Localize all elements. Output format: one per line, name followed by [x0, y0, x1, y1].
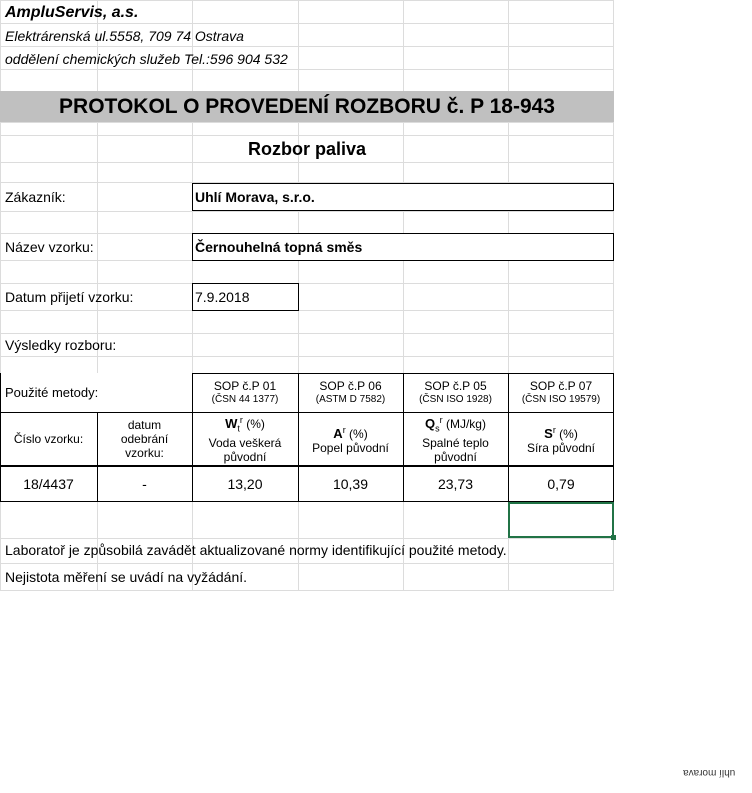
method-standard: (ČSN ISO 1928) [419, 393, 492, 405]
value-cell-sulfur[interactable] [508, 466, 614, 502]
method-standard: (ČSN 44 1377) [211, 393, 279, 405]
methods-label: Použité metody: [5, 384, 99, 400]
table-border-thick [0, 465, 614, 467]
results-label: Výsledky rozboru: [5, 337, 117, 353]
date-label: Datum přijetí vzorku: [5, 289, 134, 305]
gridline [0, 211, 614, 212]
gridline [0, 122, 614, 123]
value-calorific: 23,73 [437, 476, 474, 492]
method-standard: (ASTM D 7582) [315, 393, 386, 405]
gridline [0, 590, 614, 591]
customer-label: Zákazník: [5, 189, 66, 205]
sample-name-label: Název vzorku: [5, 239, 94, 255]
param-symbol-line [225, 413, 265, 435]
param-header-2[interactable] [298, 412, 403, 465]
note-methods: Laboratoř je způsobilá zavádět aktualizované normy identifikující použité metody. [5, 542, 507, 558]
methods-label-cell[interactable] [0, 373, 192, 412]
gridline [0, 283, 614, 284]
param-symbol: S [544, 425, 553, 441]
gridline [0, 356, 614, 357]
sampling-date-header-line: datum [127, 417, 162, 432]
method-code: SOP č.P 05 [424, 378, 487, 393]
param-desc: původní [223, 449, 267, 464]
customer-value[interactable] [192, 183, 614, 211]
selected-cell[interactable] [508, 502, 614, 538]
company-department: oddělení chemických služeb Tel.:596 904 532 [5, 51, 288, 67]
gridline [0, 135, 614, 136]
fill-handle[interactable] [611, 535, 616, 540]
param-header-3[interactable] [403, 412, 508, 465]
value-cell-ash[interactable] [298, 466, 403, 502]
sample-name-value-text: Černouhelná topná směs [195, 239, 363, 255]
value-water: 13,20 [227, 476, 263, 492]
sampling-date-header-line: vzorku: [125, 445, 164, 460]
param-superscript: r [239, 415, 243, 426]
gridline [0, 69, 614, 70]
company-name: AmpluServis, a.s. [5, 4, 139, 21]
table-border [403, 373, 404, 502]
date-value-text: 7.9.2018 [195, 289, 250, 305]
sample-number-header[interactable] [0, 412, 97, 465]
param-header-1[interactable] [192, 412, 298, 465]
sampling-date-header-line: odebrání [120, 431, 169, 446]
param-superscript: r [439, 415, 443, 426]
param-symbol-line [333, 423, 367, 441]
table-border [613, 373, 614, 502]
param-desc: Popel původní [312, 440, 389, 455]
customer-value-text: Uhlí Morava, s.r.o. [195, 189, 315, 205]
param-symbol: A [333, 425, 343, 441]
param-symbol: Q [425, 416, 436, 432]
gridline [0, 333, 614, 334]
method-code: SOP č.P 01 [213, 378, 277, 393]
method-code: SOP č.P 07 [529, 378, 593, 393]
note-uncertainty: Nejistota měření se uvádí na vyžádání. [5, 569, 248, 585]
gridline [0, 23, 614, 24]
param-unit: (MJ/kg) [442, 417, 486, 432]
param-desc: Spalné teplo [422, 435, 489, 450]
gridline [0, 538, 614, 539]
sample-name-value[interactable] [192, 233, 614, 261]
gridline [0, 0, 614, 1]
param-symbol-line [544, 423, 578, 441]
param-superscript: r [342, 424, 346, 435]
gridline [0, 162, 614, 163]
mirrored-footer-text: uhlí morava [683, 767, 736, 778]
param-header-4[interactable] [508, 412, 614, 465]
company-address: Elektrárenská ul.5558, 709 74 Ostrava [5, 28, 244, 44]
param-subscript: s [435, 423, 440, 434]
param-unit: (%) [555, 426, 578, 441]
sampling-date: - [142, 476, 147, 492]
gridline [0, 46, 614, 47]
param-symbol: W [225, 416, 238, 432]
param-unit: (%) [242, 417, 265, 432]
param-unit: (%) [345, 426, 368, 441]
value-sulfur: 0,79 [547, 476, 575, 492]
method-cell-4[interactable] [508, 373, 614, 412]
method-cell-1[interactable] [192, 373, 298, 412]
sample-number-header-text: Číslo vzorku: [13, 431, 84, 446]
gridline [0, 563, 614, 564]
method-cell-2[interactable] [298, 373, 403, 412]
table-border [97, 412, 98, 502]
param-desc: Síra původní [526, 440, 596, 455]
sampling-date-header[interactable] [97, 412, 192, 465]
value-cell-calorific[interactable] [403, 466, 508, 502]
table-border [0, 373, 1, 502]
gridline [0, 310, 614, 311]
method-cell-3[interactable] [403, 373, 508, 412]
method-code: SOP č.P 06 [319, 378, 382, 393]
sample-number-cell[interactable] [0, 466, 97, 502]
param-superscript: r [552, 424, 556, 435]
sample-number: 18/4437 [23, 476, 74, 492]
method-standard: (ČSN ISO 19579) [521, 393, 601, 405]
table-border [508, 373, 509, 502]
param-symbol-line [425, 413, 486, 435]
value-cell-water[interactable] [192, 466, 298, 502]
date-value[interactable] [192, 283, 299, 311]
sampling-date-cell[interactable] [97, 466, 192, 502]
value-ash: 10,39 [332, 476, 369, 492]
table-border [298, 373, 299, 502]
table-border [192, 373, 193, 502]
protocol-title: PROTOKOL O PROVEDENÍ ROZBORU č. P 18-943 [59, 95, 555, 118]
protocol-subtitle: Rozbor paliva [247, 139, 367, 159]
table-border [0, 412, 614, 413]
param-desc: původní [434, 449, 477, 464]
param-subscript: t [237, 423, 240, 434]
param-desc: Voda veškerá [208, 435, 282, 450]
